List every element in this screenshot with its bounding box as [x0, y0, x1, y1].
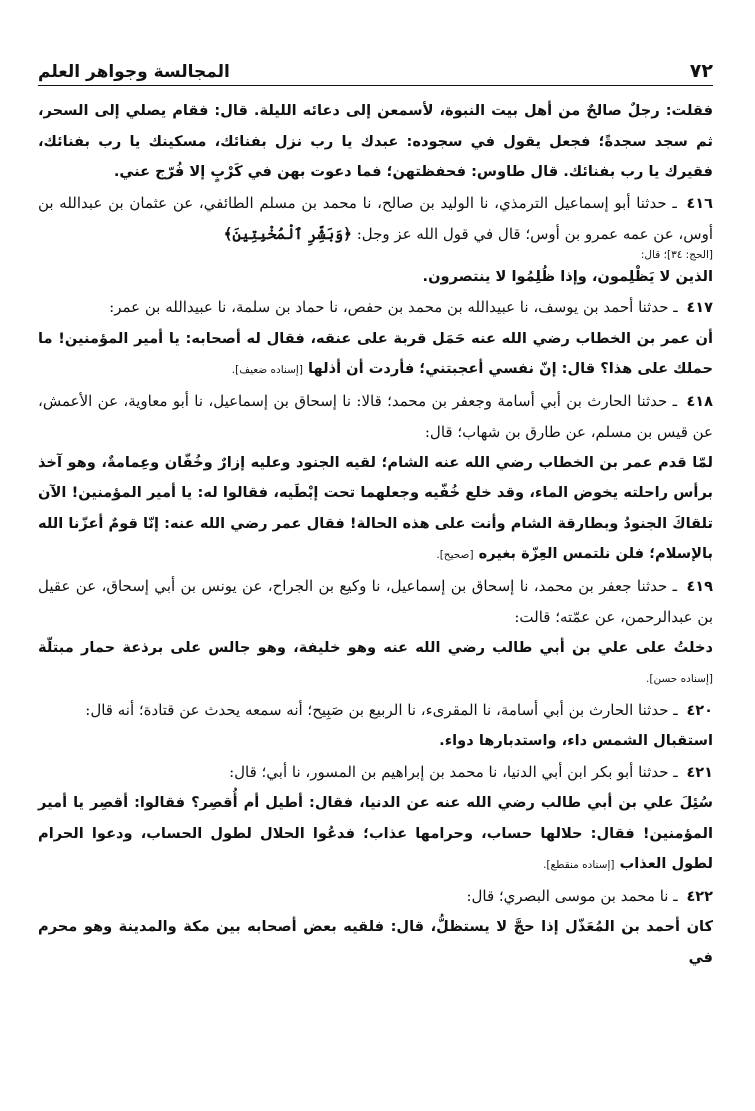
narration-text [38, 96, 713, 188]
isnad-text: ـ حدثنا الحارث بن أبي أسامة، نا المقرىء، نا الربيع بن صَبِيح؛ أنه سمعه يحدث عن قتادة؛ أنه قال: [85, 700, 678, 719]
narration-body: سُئِلَ علي بن أبي طالب رضي الله عنه عن الدنيا، فقال: أطيل أم أُقصِر؟ فقالوا: أقصِر يا أمير المؤمنين! فقال: حلالها حساب، وحرامها عذاب؛ فدعُوا الحلال لطول الحساب، ودعوا الحرام لطول العذاب [38, 794, 713, 872]
narration-text [38, 788, 713, 881]
isnad-chain [38, 757, 713, 789]
page-number: ٧٢ [689, 60, 713, 82]
narration-text [38, 726, 713, 757]
narration-text [38, 448, 713, 571]
narration-body: كان أحمد بن المُعَذّل إذا حجَّ لا يستظلُّ، قال: فلقيه بعض أصحابه بين مكة والمدينة وهو محرم في [38, 918, 713, 966]
narration-text [38, 262, 713, 293]
isnad-chain [38, 571, 713, 633]
hadith-number: ٤١٨ [686, 393, 713, 410]
narration-body: الذين لا يَظْلِمون، وإذا ظُلِمُوا لا ينتصرون. [422, 267, 713, 285]
isnad-text: ـ حدثنا أحمد بن يوسف، نا عبيدالله بن محمد بن حفص، نا حماد بن سلمة، نا عبيدالله بن عمر: [109, 298, 678, 316]
isnad-chain [38, 188, 713, 250]
hadith-number: ٤٢١ [686, 764, 713, 781]
narration-body: دخلتُ على علي بن أبي طالب رضي الله عنه وهو خليفة، وهو جالس على برذعة حمار مبتلّة [38, 638, 713, 656]
grading-note: [إسناده ضعيف]. [231, 364, 303, 376]
hadith-number: ٤١٦ [686, 195, 713, 212]
verse-reference: [الحج: ٣٤]؛ قال: [640, 248, 713, 261]
isnad-chain [38, 881, 713, 913]
narration-body: استقبال الشمس داء، واستدبارها دواء. [439, 732, 713, 749]
hadith-number: ٤١٩ [686, 578, 713, 595]
isnad-text: ـ حدثنا الحارث بن أبي أسامة وجعفر بن محمد؛ قالا: نا إسحاق بن إسماعيل، نا أبو معاوية، عن الأعمش، عن قيس بن مسلم، عن طارق بن شهاب؛ قال: [38, 391, 713, 441]
grading-note: [إسناده منقطع]. [543, 859, 615, 871]
isnad-chain [38, 292, 713, 324]
grading-note: [صحيح]. [436, 549, 474, 561]
running-header [38, 44, 713, 82]
narration-body: أن عمر بن الخطاب رضي الله عنه حَمَل قربة على عنقه، فقال له أصحابه: يا أمير المؤمنين! ما حملك على هذا؟ قال: إنّ نفسي أعجبتني؛ فأردت أن أذلها [38, 329, 713, 377]
isnad-text: ـ نا محمد بن موسى البصري؛ قال: [466, 886, 678, 905]
header-rule [38, 85, 713, 86]
narration-body: فقلت: رجلٌ صالحٌ من أهل بيت النبوة، لأسمعن إلى دعائه الليلة. قال: فقام يصلي إلى السحر، ثم سجد سجدةً؛ فجعل يقول في سجوده: عبدك يا رب نزل بفنائك، مسكينك يا رب بفنائك، فقيرك يا رب بفنائك. قال طاوس: فحفظتهن؛ فما دعوت بهن في كَرْبٍ إلا فُرّج عني. [38, 102, 713, 180]
quran-verse: ﴿وَبَشِّرِ ٱلْمُخْبِتِينَ﴾ [223, 225, 352, 243]
isnad-chain [38, 386, 713, 448]
hadith-number: ٤٢٢ [686, 888, 713, 905]
hadith-number: ٤١٧ [686, 300, 713, 316]
isnad-text: ـ حدثنا أبو بكر ابن أبي الدنيا، نا محمد بن إبراهيم بن المسور، نا أبي؛ قال: [229, 762, 678, 781]
narration-text [38, 912, 713, 973]
grading-note: [إسناده حسن]. [646, 673, 713, 685]
narration-text [38, 324, 713, 386]
hadith-number: ٤٢٠ [686, 702, 713, 719]
isnad-text: ـ حدثنا أبو إسماعيل الترمذي، نا الوليد بن صالح، نا محمد بن مسلم الطائفي، عن عثمان بن عبدالله بن أوس، عن عمه عمرو بن أوس؛ قال في قول الله عز وجل: [38, 193, 713, 243]
isnad-chain [38, 695, 713, 727]
narration-body: لمّا قدم عمر بن الخطاب رضي الله عنه الشام؛ لقيه الجنود وعليه إزارٌ وخُفّان وعِمامةٌ، وهو آخذ برأس راحلته يخوض الماء، وقد خلع خُفّيه وجعلهما تحت إبْطَيه، فقالوا له: يا أمير المؤمنين! الآن تلقاكَ الجنودُ وبطارقة الشام وأنت على هذه الحالة! فقال عمر رضي الله عنه: إنّا قومٌ أعزّنا الله بالإسلام؛ فلن نلتمس العِزّة بغيره [38, 453, 713, 562]
book-title: المجالسة وجواهر العلم [38, 62, 230, 82]
narration-text [38, 633, 713, 695]
isnad-text: ـ حدثنا جعفر بن محمد، نا إسحاق بن إسماعيل، نا وكيع بن الجراح، عن يونس بن أبي إسحاق، عن عقيل بن عبدالرحمن، عن عمّته؛ قالت: [38, 576, 713, 626]
